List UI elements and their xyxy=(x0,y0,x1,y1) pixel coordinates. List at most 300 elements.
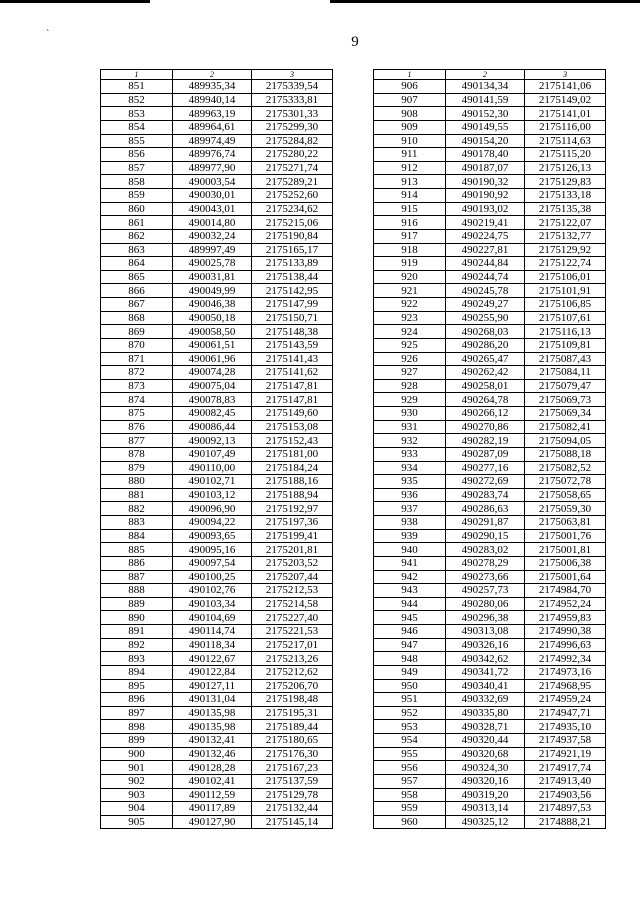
x-coordinate-cell: 490014,80 xyxy=(173,216,252,230)
y-coordinate-cell: 2175106,85 xyxy=(525,298,606,312)
table-row xyxy=(374,202,606,216)
y-coordinate-cell: 2174959,83 xyxy=(525,611,606,625)
table-row xyxy=(374,134,606,148)
point-number-cell: 895 xyxy=(101,679,173,693)
y-coordinate-cell: 2175141,01 xyxy=(525,107,606,121)
y-coordinate-cell: 2175153,08 xyxy=(252,420,333,434)
x-coordinate-cell: 489997,49 xyxy=(173,243,252,257)
point-number-cell: 932 xyxy=(374,434,446,448)
x-coordinate-cell: 490296,38 xyxy=(446,611,525,625)
table-header-row xyxy=(101,70,333,80)
table-row xyxy=(101,802,333,816)
table-row xyxy=(374,257,606,271)
x-coordinate-cell: 490032,24 xyxy=(173,229,252,243)
table-header-row xyxy=(374,70,606,80)
y-coordinate-cell: 2175207,44 xyxy=(252,570,333,584)
x-coordinate-cell: 490110,00 xyxy=(173,461,252,475)
y-coordinate-cell: 2175006,38 xyxy=(525,556,606,570)
point-number-cell: 953 xyxy=(374,720,446,734)
x-coordinate-cell: 490268,03 xyxy=(446,325,525,339)
point-number-cell: 865 xyxy=(101,270,173,284)
x-coordinate-cell: 490128,28 xyxy=(173,761,252,775)
y-coordinate-cell: 2175109,81 xyxy=(525,338,606,352)
page-number: 9 xyxy=(351,34,359,50)
x-coordinate-cell: 490283,74 xyxy=(446,488,525,502)
x-coordinate-cell: 490061,96 xyxy=(173,352,252,366)
y-coordinate-cell: 2175141,43 xyxy=(252,352,333,366)
point-number-cell: 897 xyxy=(101,706,173,720)
table-row xyxy=(374,761,606,775)
x-coordinate-cell: 490103,34 xyxy=(173,597,252,611)
x-coordinate-cell: 490031,81 xyxy=(173,270,252,284)
table-row xyxy=(374,665,606,679)
table-row xyxy=(374,393,606,407)
table-row xyxy=(101,161,333,175)
y-coordinate-cell: 2175176,30 xyxy=(252,747,333,761)
point-number-cell: 855 xyxy=(101,134,173,148)
y-coordinate-cell: 2175141,62 xyxy=(252,366,333,380)
point-number-cell: 942 xyxy=(374,570,446,584)
table-row xyxy=(374,802,606,816)
point-number-cell: 861 xyxy=(101,216,173,230)
y-coordinate-cell: 2174968,95 xyxy=(525,679,606,693)
point-number-cell: 956 xyxy=(374,761,446,775)
column-header-point: 1 xyxy=(374,70,446,80)
point-number-cell: 857 xyxy=(101,161,173,175)
x-coordinate-cell: 490324,30 xyxy=(446,761,525,775)
y-coordinate-cell: 2175138,44 xyxy=(252,270,333,284)
point-number-cell: 878 xyxy=(101,447,173,461)
point-number-cell: 905 xyxy=(101,815,173,829)
point-number-cell: 919 xyxy=(374,257,446,271)
point-number-cell: 913 xyxy=(374,175,446,189)
point-number-cell: 873 xyxy=(101,379,173,393)
x-coordinate-cell: 490135,98 xyxy=(173,720,252,734)
table-row xyxy=(374,734,606,748)
y-coordinate-cell: 2174921,19 xyxy=(525,747,606,761)
y-coordinate-cell: 2175148,38 xyxy=(252,325,333,339)
point-number-cell: 885 xyxy=(101,543,173,557)
y-coordinate-cell: 2175284,82 xyxy=(252,134,333,148)
table-row xyxy=(374,720,606,734)
y-coordinate-cell: 2175339,54 xyxy=(252,80,333,94)
point-number-cell: 880 xyxy=(101,475,173,489)
point-number-cell: 950 xyxy=(374,679,446,693)
table-row xyxy=(101,366,333,380)
y-coordinate-cell: 2175069,73 xyxy=(525,393,606,407)
y-coordinate-cell: 2175106,01 xyxy=(525,270,606,284)
table-row xyxy=(101,107,333,121)
x-coordinate-cell: 489963,19 xyxy=(173,107,252,121)
table-row xyxy=(374,543,606,557)
point-number-cell: 866 xyxy=(101,284,173,298)
point-number-cell: 896 xyxy=(101,693,173,707)
table-row xyxy=(374,407,606,421)
y-coordinate-cell: 2175082,41 xyxy=(525,420,606,434)
point-number-cell: 922 xyxy=(374,298,446,312)
x-coordinate-cell: 490025,78 xyxy=(173,257,252,271)
point-number-cell: 940 xyxy=(374,543,446,557)
table-row xyxy=(374,338,606,352)
x-coordinate-cell: 490141,59 xyxy=(446,93,525,107)
table-row xyxy=(374,311,606,325)
y-coordinate-cell: 2174937,58 xyxy=(525,734,606,748)
point-number-cell: 903 xyxy=(101,788,173,802)
x-coordinate-cell: 490102,71 xyxy=(173,475,252,489)
x-coordinate-cell: 490178,40 xyxy=(446,148,525,162)
scan-speck: ` xyxy=(46,29,50,40)
table-row xyxy=(374,747,606,761)
point-number-cell: 938 xyxy=(374,516,446,530)
x-coordinate-cell: 490154,20 xyxy=(446,134,525,148)
table-row xyxy=(101,148,333,162)
table-row xyxy=(374,120,606,134)
y-coordinate-cell: 2174935,10 xyxy=(525,720,606,734)
point-number-cell: 948 xyxy=(374,652,446,666)
table-row xyxy=(101,270,333,284)
y-coordinate-cell: 2175165,17 xyxy=(252,243,333,257)
x-coordinate-cell: 490075,04 xyxy=(173,379,252,393)
x-coordinate-cell: 490102,76 xyxy=(173,584,252,598)
y-coordinate-cell: 2175152,43 xyxy=(252,434,333,448)
y-coordinate-cell: 2175072,78 xyxy=(525,475,606,489)
x-coordinate-cell: 490046,38 xyxy=(173,298,252,312)
y-coordinate-cell: 2174984,70 xyxy=(525,584,606,598)
y-coordinate-cell: 2175192,97 xyxy=(252,502,333,516)
y-coordinate-cell: 2175059,30 xyxy=(525,502,606,516)
x-coordinate-cell: 490313,14 xyxy=(446,802,525,816)
table-row xyxy=(374,298,606,312)
y-coordinate-cell: 2175084,11 xyxy=(525,366,606,380)
table-row xyxy=(374,229,606,243)
y-coordinate-cell: 2174973,16 xyxy=(525,665,606,679)
y-coordinate-cell: 2175252,60 xyxy=(252,189,333,203)
x-coordinate-cell: 490097,54 xyxy=(173,556,252,570)
point-number-cell: 877 xyxy=(101,434,173,448)
x-coordinate-cell: 490272,69 xyxy=(446,475,525,489)
x-coordinate-cell: 490262,42 xyxy=(446,366,525,380)
point-number-cell: 957 xyxy=(374,774,446,788)
point-number-cell: 894 xyxy=(101,665,173,679)
y-coordinate-cell: 2175082,52 xyxy=(525,461,606,475)
y-coordinate-cell: 2175214,58 xyxy=(252,597,333,611)
x-coordinate-cell: 490096,90 xyxy=(173,502,252,516)
y-coordinate-cell: 2175212,62 xyxy=(252,665,333,679)
table-row xyxy=(101,761,333,775)
table-row xyxy=(101,202,333,216)
table-row xyxy=(374,325,606,339)
table-row xyxy=(374,216,606,230)
column-header-point: 1 xyxy=(101,70,173,80)
y-coordinate-cell: 2175001,76 xyxy=(525,529,606,543)
x-coordinate-cell: 489940,14 xyxy=(173,93,252,107)
point-number-cell: 882 xyxy=(101,502,173,516)
table-row xyxy=(374,270,606,284)
x-coordinate-cell: 490265,47 xyxy=(446,352,525,366)
y-coordinate-cell: 2175147,81 xyxy=(252,379,333,393)
y-coordinate-cell: 2174990,38 xyxy=(525,625,606,639)
table-row xyxy=(101,734,333,748)
y-coordinate-cell: 2175137,59 xyxy=(252,774,333,788)
point-number-cell: 858 xyxy=(101,175,173,189)
y-coordinate-cell: 2174903,56 xyxy=(525,788,606,802)
x-coordinate-cell: 490342,62 xyxy=(446,652,525,666)
point-number-cell: 875 xyxy=(101,407,173,421)
x-coordinate-cell: 490286,63 xyxy=(446,502,525,516)
x-coordinate-cell: 490255,90 xyxy=(446,311,525,325)
y-coordinate-cell: 2175145,14 xyxy=(252,815,333,829)
table-row xyxy=(374,447,606,461)
point-number-cell: 908 xyxy=(374,107,446,121)
table-row xyxy=(374,597,606,611)
point-number-cell: 856 xyxy=(101,148,173,162)
y-coordinate-cell: 2175201,81 xyxy=(252,543,333,557)
y-coordinate-cell: 2175190,84 xyxy=(252,229,333,243)
table-row xyxy=(374,570,606,584)
table-row xyxy=(101,175,333,189)
x-coordinate-cell: 490058,50 xyxy=(173,325,252,339)
point-number-cell: 889 xyxy=(101,597,173,611)
y-coordinate-cell: 2174947,71 xyxy=(525,706,606,720)
x-coordinate-cell: 490095,16 xyxy=(173,543,252,557)
point-number-cell: 947 xyxy=(374,638,446,652)
point-number-cell: 891 xyxy=(101,625,173,639)
point-number-cell: 854 xyxy=(101,120,173,134)
coordinates-table-right xyxy=(373,69,606,829)
y-coordinate-cell: 2175280,22 xyxy=(252,148,333,162)
y-coordinate-cell: 2175132,44 xyxy=(252,802,333,816)
x-coordinate-cell: 490122,67 xyxy=(173,652,252,666)
x-coordinate-cell: 490319,20 xyxy=(446,788,525,802)
y-coordinate-cell: 2175126,13 xyxy=(525,161,606,175)
y-coordinate-cell: 2175197,36 xyxy=(252,516,333,530)
y-coordinate-cell: 2174913,40 xyxy=(525,774,606,788)
point-number-cell: 879 xyxy=(101,461,173,475)
y-coordinate-cell: 2175088,18 xyxy=(525,447,606,461)
point-number-cell: 900 xyxy=(101,747,173,761)
x-coordinate-cell: 490131,04 xyxy=(173,693,252,707)
x-coordinate-cell: 490278,29 xyxy=(446,556,525,570)
x-coordinate-cell: 489977,90 xyxy=(173,161,252,175)
x-coordinate-cell: 490118,34 xyxy=(173,638,252,652)
table-row xyxy=(101,788,333,802)
x-coordinate-cell: 490190,92 xyxy=(446,189,525,203)
x-coordinate-cell: 490291,87 xyxy=(446,516,525,530)
point-number-cell: 952 xyxy=(374,706,446,720)
table-row xyxy=(101,393,333,407)
y-coordinate-cell: 2175188,16 xyxy=(252,475,333,489)
point-number-cell: 921 xyxy=(374,284,446,298)
table-row xyxy=(101,652,333,666)
x-coordinate-cell: 490132,46 xyxy=(173,747,252,761)
x-coordinate-cell: 490290,15 xyxy=(446,529,525,543)
x-coordinate-cell: 490282,19 xyxy=(446,434,525,448)
column-header-y: 3 xyxy=(252,70,333,80)
y-coordinate-cell: 2174888,21 xyxy=(525,815,606,829)
y-coordinate-cell: 2175199,41 xyxy=(252,529,333,543)
point-number-cell: 917 xyxy=(374,229,446,243)
x-coordinate-cell: 490078,83 xyxy=(173,393,252,407)
y-coordinate-cell: 2175150,71 xyxy=(252,311,333,325)
point-number-cell: 893 xyxy=(101,652,173,666)
x-coordinate-cell: 490219,41 xyxy=(446,216,525,230)
y-coordinate-cell: 2175133,89 xyxy=(252,257,333,271)
point-number-cell: 892 xyxy=(101,638,173,652)
point-number-cell: 945 xyxy=(374,611,446,625)
y-coordinate-cell: 2175198,48 xyxy=(252,693,333,707)
y-coordinate-cell: 2175132,77 xyxy=(525,229,606,243)
point-number-cell: 906 xyxy=(374,80,446,94)
point-number-cell: 870 xyxy=(101,338,173,352)
table-row xyxy=(101,502,333,516)
point-number-cell: 928 xyxy=(374,379,446,393)
y-coordinate-cell: 2175147,81 xyxy=(252,393,333,407)
point-number-cell: 907 xyxy=(374,93,446,107)
table-row xyxy=(101,584,333,598)
point-number-cell: 944 xyxy=(374,597,446,611)
point-number-cell: 853 xyxy=(101,107,173,121)
y-coordinate-cell: 2174952,24 xyxy=(525,597,606,611)
point-number-cell: 935 xyxy=(374,475,446,489)
table-row xyxy=(374,189,606,203)
table-row xyxy=(101,720,333,734)
x-coordinate-cell: 490320,68 xyxy=(446,747,525,761)
x-coordinate-cell: 490266,12 xyxy=(446,407,525,421)
x-coordinate-cell: 490340,41 xyxy=(446,679,525,693)
y-coordinate-cell: 2175058,65 xyxy=(525,488,606,502)
table-row xyxy=(101,420,333,434)
y-coordinate-cell: 2175079,47 xyxy=(525,379,606,393)
point-number-cell: 920 xyxy=(374,270,446,284)
point-number-cell: 924 xyxy=(374,325,446,339)
table-row xyxy=(101,243,333,257)
y-coordinate-cell: 2175129,78 xyxy=(252,788,333,802)
table-row xyxy=(101,556,333,570)
x-coordinate-cell: 490103,12 xyxy=(173,488,252,502)
y-coordinate-cell: 2175143,59 xyxy=(252,338,333,352)
x-coordinate-cell: 490280,06 xyxy=(446,597,525,611)
table-row xyxy=(374,420,606,434)
x-coordinate-cell: 490325,12 xyxy=(446,815,525,829)
y-coordinate-cell: 2175001,64 xyxy=(525,570,606,584)
point-number-cell: 925 xyxy=(374,338,446,352)
y-coordinate-cell: 2175206,70 xyxy=(252,679,333,693)
point-number-cell: 929 xyxy=(374,393,446,407)
table-row xyxy=(374,352,606,366)
y-coordinate-cell: 2175221,53 xyxy=(252,625,333,639)
table-row xyxy=(101,338,333,352)
y-coordinate-cell: 2175149,60 xyxy=(252,407,333,421)
x-coordinate-cell: 490286,20 xyxy=(446,338,525,352)
point-number-cell: 933 xyxy=(374,447,446,461)
point-number-cell: 867 xyxy=(101,298,173,312)
point-number-cell: 852 xyxy=(101,93,173,107)
table-row xyxy=(101,134,333,148)
x-coordinate-cell: 490132,41 xyxy=(173,734,252,748)
y-coordinate-cell: 2175147,99 xyxy=(252,298,333,312)
y-coordinate-cell: 2174992,34 xyxy=(525,652,606,666)
y-coordinate-cell: 2175167,23 xyxy=(252,761,333,775)
y-coordinate-cell: 2175149,02 xyxy=(525,93,606,107)
table-row xyxy=(374,529,606,543)
y-coordinate-cell: 2175181,00 xyxy=(252,447,333,461)
point-number-cell: 851 xyxy=(101,80,173,94)
table-row xyxy=(374,788,606,802)
column-header-y: 3 xyxy=(525,70,606,80)
y-coordinate-cell: 2174897,53 xyxy=(525,802,606,816)
table-row xyxy=(374,611,606,625)
point-number-cell: 930 xyxy=(374,407,446,421)
point-number-cell: 859 xyxy=(101,189,173,203)
point-number-cell: 876 xyxy=(101,420,173,434)
x-coordinate-cell: 490100,25 xyxy=(173,570,252,584)
table-row xyxy=(101,475,333,489)
y-coordinate-cell: 2175301,33 xyxy=(252,107,333,121)
x-coordinate-cell: 490003,54 xyxy=(173,175,252,189)
point-number-cell: 918 xyxy=(374,243,446,257)
point-number-cell: 955 xyxy=(374,747,446,761)
y-coordinate-cell: 2175087,43 xyxy=(525,352,606,366)
y-coordinate-cell: 2175115,20 xyxy=(525,148,606,162)
y-coordinate-cell: 2175133,18 xyxy=(525,189,606,203)
table-row xyxy=(374,693,606,707)
table-row xyxy=(101,80,333,94)
x-coordinate-cell: 490086,44 xyxy=(173,420,252,434)
y-coordinate-cell: 2175129,83 xyxy=(525,175,606,189)
point-number-cell: 887 xyxy=(101,570,173,584)
y-coordinate-cell: 2175271,74 xyxy=(252,161,333,175)
table-row xyxy=(374,434,606,448)
x-coordinate-cell: 490114,74 xyxy=(173,625,252,639)
table-row xyxy=(101,693,333,707)
x-coordinate-cell: 490074,28 xyxy=(173,366,252,380)
x-coordinate-cell: 490104,69 xyxy=(173,611,252,625)
point-number-cell: 936 xyxy=(374,488,446,502)
x-coordinate-cell: 489935,34 xyxy=(173,80,252,94)
table-row xyxy=(101,189,333,203)
table-row xyxy=(101,325,333,339)
table-row xyxy=(101,679,333,693)
x-coordinate-cell: 490335,80 xyxy=(446,706,525,720)
y-coordinate-cell: 2175094,05 xyxy=(525,434,606,448)
y-coordinate-cell: 2174959,24 xyxy=(525,693,606,707)
y-coordinate-cell: 2175122,74 xyxy=(525,257,606,271)
x-coordinate-cell: 490320,44 xyxy=(446,734,525,748)
table-row xyxy=(101,638,333,652)
y-coordinate-cell: 2175333,81 xyxy=(252,93,333,107)
y-coordinate-cell: 2175063,81 xyxy=(525,516,606,530)
point-number-cell: 931 xyxy=(374,420,446,434)
table-row xyxy=(374,475,606,489)
x-coordinate-cell: 489964,61 xyxy=(173,120,252,134)
table-row xyxy=(101,93,333,107)
point-number-cell: 862 xyxy=(101,229,173,243)
column-header-x: 2 xyxy=(446,70,525,80)
x-coordinate-cell: 490313,08 xyxy=(446,625,525,639)
table-row xyxy=(374,488,606,502)
y-coordinate-cell: 2175142,95 xyxy=(252,284,333,298)
y-coordinate-cell: 2175234,62 xyxy=(252,202,333,216)
point-number-cell: 954 xyxy=(374,734,446,748)
x-coordinate-cell: 490135,98 xyxy=(173,706,252,720)
table-row xyxy=(101,379,333,393)
point-number-cell: 914 xyxy=(374,189,446,203)
point-number-cell: 904 xyxy=(101,802,173,816)
table-row xyxy=(101,774,333,788)
point-number-cell: 899 xyxy=(101,734,173,748)
table-row xyxy=(374,366,606,380)
x-coordinate-cell: 490049,99 xyxy=(173,284,252,298)
